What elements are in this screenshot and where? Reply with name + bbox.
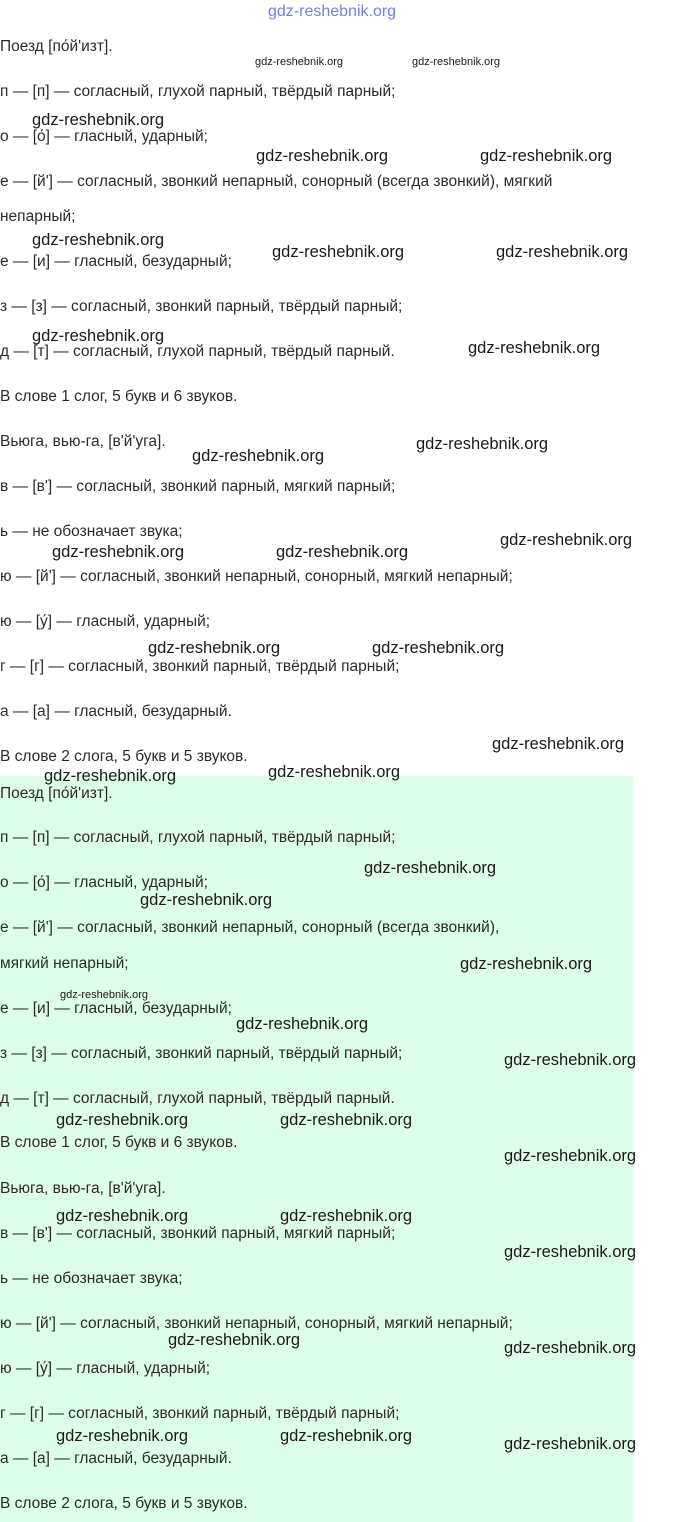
text-line: В слове 1 слог, 5 букв и 6 звуков. [0, 1134, 238, 1151]
text-line: ю — [у́] — гласный, ударный; [0, 613, 211, 630]
text-line: ю — [у́] — гласный, ударный; [0, 1360, 211, 1377]
watermark: gdz-reshebnik.org [56, 1207, 189, 1225]
watermark: gdz-reshebnik.org [236, 1015, 369, 1033]
text-line: г — [г] — согласный, звонкий парный, твёрдый парный; [0, 1405, 400, 1422]
text-line: а — [а] — гласный, безударный. [0, 1450, 232, 1467]
text-line: ю — [й'] — согласный, звонкий непарный, сонорный, мягкий непарный; [0, 1315, 513, 1332]
text-line: д — [т] — согласный, глухой парный, твёрдый парный. [0, 343, 395, 360]
header-watermark[interactable]: gdz-reshebnik.org [268, 3, 397, 20]
text-line: В слове 1 слог, 5 букв и 6 звуков. [0, 388, 238, 405]
watermark: gdz-reshebnik.org [56, 1111, 189, 1129]
text-line: п — [п] — согласный, глухой парный, твёрдый парный; [0, 829, 396, 846]
watermark: gdz-reshebnik.org [256, 147, 389, 165]
watermark: gdz-reshebnik.org [412, 56, 501, 68]
watermark: gdz-reshebnik.org [192, 447, 325, 465]
watermark: gdz-reshebnik.org [32, 231, 165, 249]
text-line: ь — не обозначает звука; [0, 523, 183, 540]
watermark: gdz-reshebnik.org [480, 147, 613, 165]
watermark: gdz-reshebnik.org [276, 543, 409, 561]
watermark: gdz-reshebnik.org [504, 1147, 637, 1165]
watermark: gdz-reshebnik.org [504, 1339, 637, 1357]
watermark: gdz-reshebnik.org [460, 955, 593, 973]
watermark: gdz-reshebnik.org [32, 111, 165, 129]
text-line: Поезд [по́й'изт]. [0, 785, 113, 802]
text-line: г — [г] — согласный, звонкий парный, твёрдый парный; [0, 658, 400, 675]
text-line: о — [о́] — гласный, ударный; [0, 874, 208, 891]
watermark: gdz-reshebnik.org [44, 767, 177, 785]
watermark: gdz-reshebnik.org [468, 339, 601, 357]
text-line: мягкий непарный; [0, 955, 129, 972]
watermark: gdz-reshebnik.org [32, 327, 165, 345]
text-line: Вьюга, вью-га, [в'й'уга]. [0, 1180, 166, 1197]
text-line: е — [й'] — согласный, звонкий непарный, сонорный (всегда звонкий), [0, 919, 500, 936]
watermark: gdz-reshebnik.org [504, 1435, 637, 1453]
text-line: в — [в'] — согласный, звонкий парный, мягкий парный; [0, 1225, 396, 1242]
text-line: а — [а] — гласный, безударный. [0, 703, 232, 720]
text-line: д — [т] — согласный, глухой парный, твёрдый парный. [0, 1090, 395, 1107]
watermark: gdz-reshebnik.org [52, 543, 185, 561]
text-line: в — [в'] — согласный, звонкий парный, мягкий парный; [0, 478, 396, 495]
watermark: gdz-reshebnik.org [140, 891, 273, 909]
watermark: gdz-reshebnik.org [492, 735, 625, 753]
watermark: gdz-reshebnik.org [504, 1051, 637, 1069]
watermark: gdz-reshebnik.org [372, 639, 505, 657]
watermark: gdz-reshebnik.org [504, 1243, 637, 1261]
watermark: gdz-reshebnik.org [280, 1111, 413, 1129]
text-line: непарный; [0, 208, 76, 225]
watermark: gdz-reshebnik.org [60, 989, 149, 1001]
watermark: gdz-reshebnik.org [168, 1331, 301, 1349]
watermark: gdz-reshebnik.org [364, 859, 497, 877]
text-line: Поезд [по́й'изт]. [0, 38, 113, 55]
text-line: з — [з] — согласный, звонкий парный, твёрдый парный; [0, 1045, 403, 1062]
watermark: gdz-reshebnik.org [255, 56, 344, 68]
text-line: ю — [й'] — согласный, звонкий непарный, сонорный, мягкий непарный; [0, 568, 513, 585]
text-line: е — [и] — гласный, безударный; [0, 1000, 232, 1017]
watermark: gdz-reshebnik.org [500, 531, 633, 549]
watermark: gdz-reshebnik.org [268, 763, 401, 781]
watermark: gdz-reshebnik.org [272, 243, 405, 261]
watermark: gdz-reshebnik.org [280, 1207, 413, 1225]
text-line: з — [з] — согласный, звонкий парный, твёрдый парный; [0, 298, 403, 315]
text-line: е — [и] — гласный, безударный; [0, 253, 232, 270]
text-line: о — [о́] — гласный, ударный; [0, 128, 208, 145]
text-line: В слове 2 слога, 5 букв и 5 звуков. [0, 1495, 248, 1512]
text-line: В слове 2 слога, 5 букв и 5 звуков. [0, 748, 248, 765]
text-line: п — [п] — согласный, глухой парный, твёрдый парный; [0, 83, 396, 100]
watermark: gdz-reshebnik.org [148, 639, 281, 657]
watermark: gdz-reshebnik.org [416, 435, 549, 453]
watermark: gdz-reshebnik.org [496, 243, 629, 261]
text-line: Вьюга, вью-га, [в'й'уга]. [0, 433, 166, 450]
text-line: ь — не обозначает звука; [0, 1270, 183, 1287]
watermark: gdz-reshebnik.org [56, 1427, 189, 1445]
text-line: е — [й'] — согласный, звонкий непарный, сонорный (всегда звонкий), мягкий [0, 173, 553, 190]
watermark: gdz-reshebnik.org [280, 1427, 413, 1445]
